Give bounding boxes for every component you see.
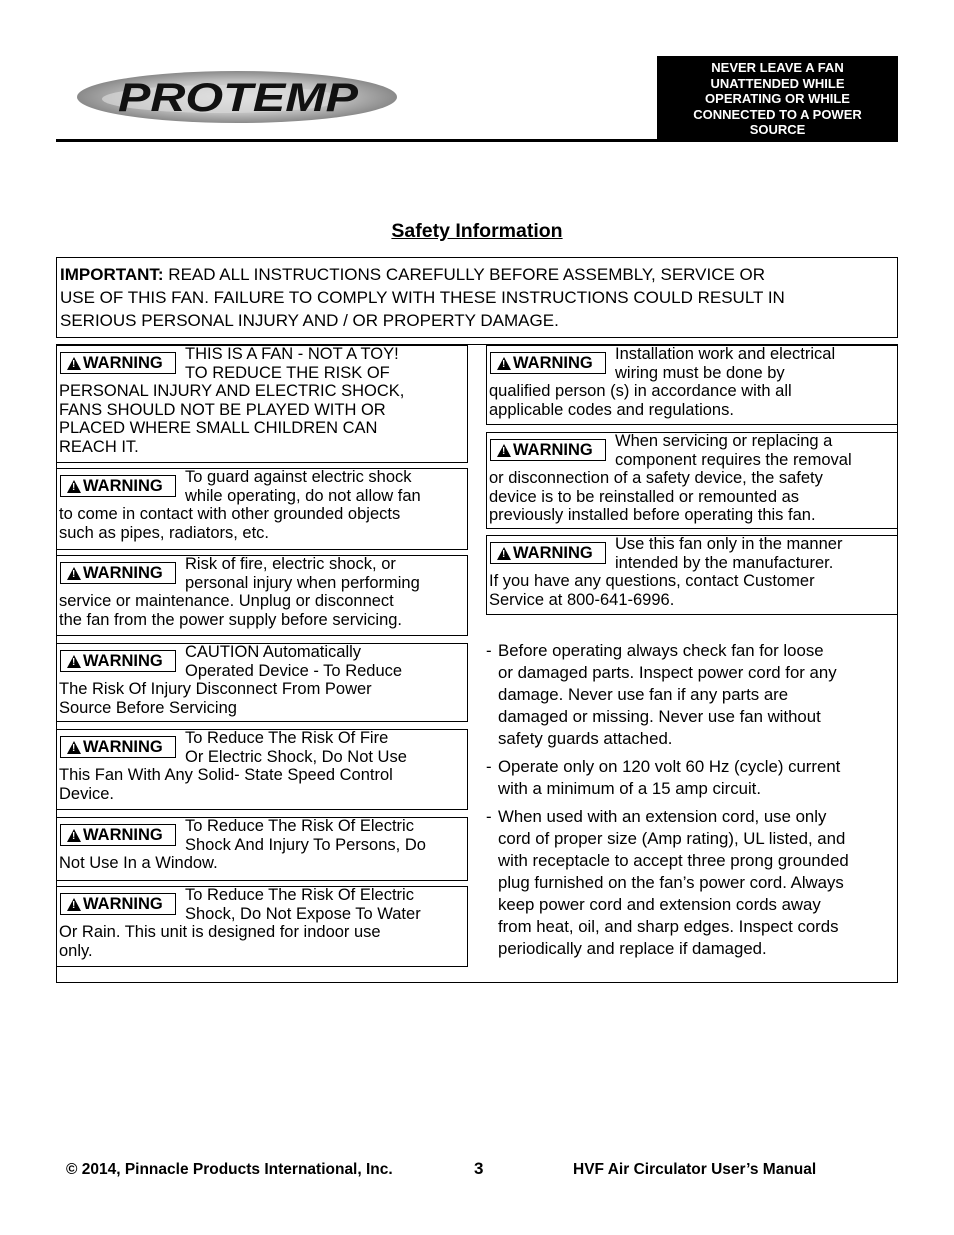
bullet-line: cord of proper size (Amp rating), UL listed, and: [498, 829, 846, 848]
protemp-logo: [72, 66, 402, 128]
warning-text-line: the fan from the power supply before servicing.: [59, 610, 403, 629]
left-warning-box: [56, 886, 468, 967]
safety-bullet: [486, 640, 896, 750]
warning-badge: [490, 542, 606, 564]
bullet-line: Before operating always check fan for loose: [498, 641, 824, 660]
left-warning-box: [56, 729, 468, 810]
warning-text-line: To Reduce The Risk Of Electric: [185, 817, 414, 835]
warning-text-line: Or Rain. This unit is designed for indoor use: [59, 923, 381, 942]
notice-line: NEVER LEAVE A FAN: [711, 60, 844, 76]
warning-triangle-icon: !: [67, 655, 81, 668]
warning-text-line: This Fan With Any Solid- State Speed Control: [59, 766, 393, 785]
footer-manual-title: HVF Air Circulator User’s Manual: [573, 1161, 817, 1178]
warning-triangle-icon: !: [67, 480, 81, 493]
notice-line: CONNECTED TO A POWER: [693, 106, 862, 122]
warning-text-line: applicable codes and regulations.: [489, 400, 734, 419]
never-leave-fan-notice: [657, 56, 898, 142]
left-warning-box: [56, 345, 468, 463]
warning-triangle-icon: !: [67, 898, 81, 911]
warning-badge: [60, 475, 176, 497]
footer-copyright: © 2014, Pinnacle Products International, Inc.: [66, 1161, 393, 1178]
left-warning-box: [56, 643, 468, 722]
warning-triangle-icon: !: [67, 829, 81, 842]
left-warning-box: [56, 555, 468, 636]
left-warning-box: [56, 817, 468, 881]
left-warning-box: [56, 468, 468, 550]
warning-label: WARNING: [83, 476, 163, 495]
bullet-dash: -: [486, 807, 492, 826]
warning-text-line: or disconnection of a safety device, the safety: [489, 469, 823, 488]
important-line-1: IMPORTANT: READ ALL INSTRUCTIONS CAREFULLY BEFORE ASSEMBLY, SERVICE OR: [60, 265, 766, 284]
bullet-line: damaged or missing. Never use fan without: [498, 707, 821, 726]
warning-text-line: to come in contact with other grounded objects: [59, 505, 401, 524]
warning-text-line: When servicing or replacing a: [615, 432, 833, 450]
bullet-line: When used with an extension cord, use only: [498, 807, 827, 826]
warning-triangle-icon: !: [67, 567, 81, 580]
warning-badge: [60, 893, 176, 915]
notice-line: UNATTENDED WHILE: [710, 75, 845, 91]
warning-label: WARNING: [513, 440, 593, 459]
warning-label: WARNING: [83, 825, 163, 844]
warning-text-line: such as pipes, radiators, etc.: [59, 523, 270, 542]
bullet-line: with a minimum of a 15 amp circuit.: [498, 779, 761, 798]
bullet-line: safety guards attached.: [498, 729, 673, 748]
bullet-line: damage. Never use fan if any parts are: [498, 685, 789, 704]
warning-text-line: component requires the removal: [615, 450, 852, 469]
bullet-line: or damaged parts. Inspect power cord for any: [498, 663, 837, 682]
warning-text-line: Shock, Do Not Expose To Water: [185, 904, 421, 923]
warning-label: WARNING: [83, 651, 163, 670]
warning-text-line: TO REDUCE THE RISK OF: [185, 363, 390, 382]
warning-text-line: THIS IS A FAN - NOT A TOY!: [185, 345, 399, 363]
warning-badge: [490, 352, 606, 374]
warning-text-line: REACH IT.: [59, 438, 139, 456]
warning-text-line: Operated Device - To Reduce: [185, 661, 403, 680]
warning-text-line: service or maintenance. Unplug or disconnect: [59, 592, 394, 611]
bullet-line: Operate only on 120 volt 60 Hz (cycle) current: [498, 757, 841, 776]
bullet-line: periodically and replace if damaged.: [498, 939, 767, 958]
warning-text-line: FANS SHOULD NOT BE PLAYED WITH OR: [59, 400, 386, 419]
right-warning-box: [486, 432, 898, 529]
warning-text-line: Installation work and electrical: [615, 345, 836, 363]
notice-line: OPERATING OR WHILE: [705, 91, 850, 107]
warning-text-line: PERSONAL INJURY AND ELECTRIC SHOCK,: [59, 382, 405, 401]
bullet-dash: -: [486, 757, 492, 776]
warning-text-line: intended by the manufacturer.: [615, 553, 834, 572]
warning-text-line: Service at 800-641-6996.: [489, 590, 675, 609]
warning-badge: [60, 352, 176, 374]
warning-triangle-icon: !: [67, 357, 81, 370]
bullet-dash: -: [486, 641, 492, 660]
warning-label: WARNING: [513, 543, 593, 562]
warning-badge: [60, 650, 176, 672]
warning-badge: [60, 562, 176, 584]
warning-text-line: The Risk Of Injury Disconnect From Power: [59, 680, 372, 699]
warning-text-line: To guard against electric shock: [185, 468, 412, 486]
warning-text-line: If you have any questions, contact Customer: [489, 572, 815, 591]
warning-text-line: previously installed before operating this fan.: [489, 506, 816, 525]
warning-text-line: Or Electric Shock, Do Not Use: [185, 747, 407, 766]
safety-bullet-list: [486, 640, 896, 966]
warning-text-line: Shock And Injury To Persons, Do: [185, 835, 426, 854]
bullet-line: plug furnished on the fan’s power cord. Always: [498, 873, 844, 892]
safety-bullet: [486, 806, 896, 960]
svg-text:PROTEMP: PROTEMP: [118, 76, 359, 120]
bullet-line: from heat, oil, and sharp edges. Inspect cords: [498, 917, 839, 936]
bullet-line: keep power cord and extension cords away: [498, 895, 821, 914]
warning-badge: [60, 736, 176, 758]
warning-text-line: Device.: [59, 784, 115, 803]
warning-text-line: only.: [59, 941, 93, 960]
safety-bullet: [486, 756, 896, 800]
right-warning-box: [486, 345, 898, 425]
warning-text-line: personal injury when performing: [185, 573, 420, 592]
warning-triangle-icon: !: [497, 357, 511, 370]
header-divider: [56, 139, 898, 142]
warning-text-line: Risk of fire, electric shock, or: [185, 555, 396, 573]
warning-text-line: PLACED WHERE SMALL CHILDREN CAN: [59, 419, 378, 438]
warning-text-line: CAUTION Automatically: [185, 643, 362, 661]
important-line-3: SERIOUS PERSONAL INJURY AND / OR PROPERTY DAMAGE.: [60, 311, 559, 330]
warning-triangle-icon: !: [67, 741, 81, 754]
warning-text-line: while operating, do not allow fan: [185, 486, 421, 505]
important-box: [56, 257, 898, 338]
right-warning-box: [486, 535, 898, 615]
warning-text-line: Not Use In a Window.: [59, 854, 218, 873]
important-line-2: USE OF THIS FAN. FAILURE TO COMPLY WITH THESE INSTRUCTIONS COULD RESULT IN: [60, 288, 785, 307]
page-title: Safety Information: [391, 220, 563, 242]
warning-label: WARNING: [83, 563, 163, 582]
warning-badge: [60, 824, 176, 846]
warning-triangle-icon: !: [497, 547, 511, 560]
warning-text-line: Use this fan only in the manner: [615, 535, 843, 553]
footer-page-number: 3: [474, 1159, 484, 1178]
warning-text-line: device is to be reinstalled or remounted as: [489, 487, 800, 506]
warning-text-line: Source Before Servicing: [59, 698, 237, 717]
warning-badge: [490, 439, 606, 461]
warning-label: WARNING: [83, 894, 163, 913]
warning-text-line: To Reduce The Risk Of Fire: [185, 729, 389, 747]
warning-label: WARNING: [83, 353, 163, 372]
warning-triangle-icon: !: [497, 444, 511, 457]
warning-text-line: wiring must be done by: [615, 363, 785, 382]
warning-label: WARNING: [513, 353, 593, 372]
bullet-line: with receptacle to accept three prong grounded: [498, 851, 849, 870]
warning-text-line: To Reduce The Risk Of Electric: [185, 886, 414, 904]
warning-text-line: qualified person (s) in accordance with all: [489, 382, 792, 401]
warning-label: WARNING: [83, 737, 163, 756]
notice-line: SOURCE: [749, 122, 806, 138]
